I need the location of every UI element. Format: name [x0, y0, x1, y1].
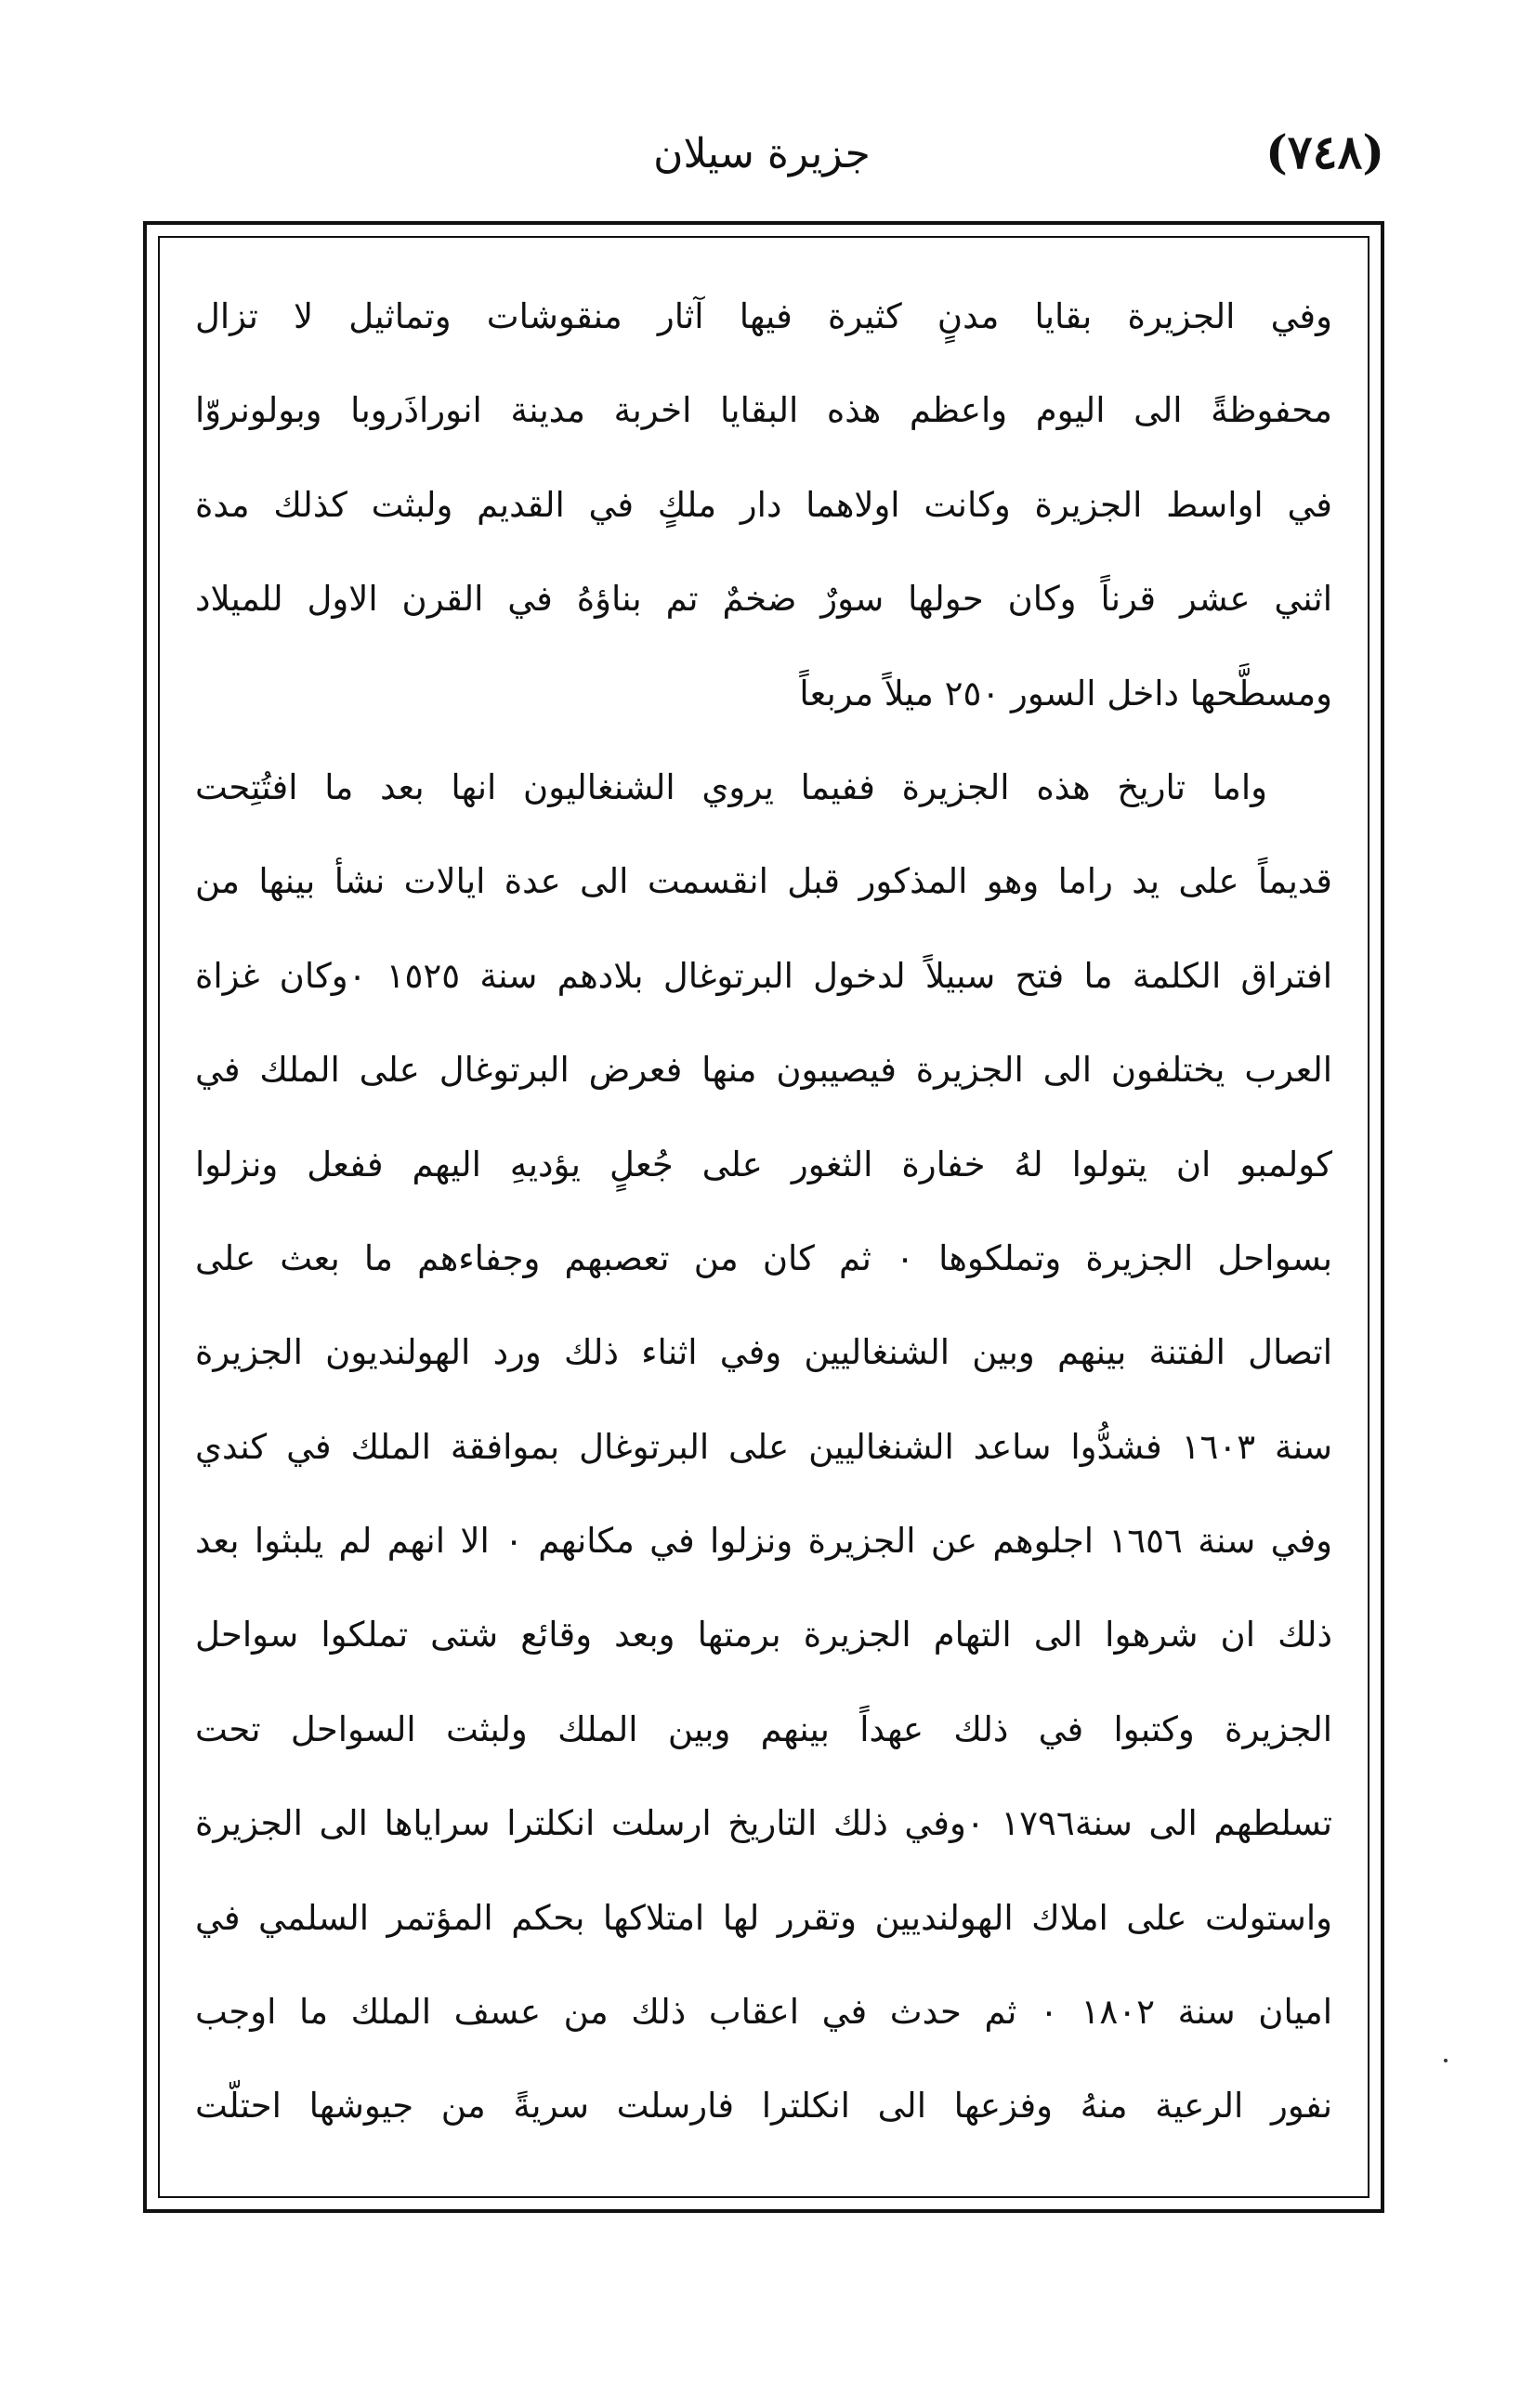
text-line: تسلطهم الى سنة١٧٩٦ ٠وفي ذلك التاريخ ارسلت انكلترا سراياها الى الجزيرة: [195, 1803, 1332, 1844]
stray-mark: [1444, 2059, 1448, 2062]
text-line: افتراق الكلمة ما فتح سبيلاً لدخول البرتوغال بلادهم سنة ١٥٢٥ ٠وكان غزاة: [195, 955, 1332, 996]
page-number: (٧٤٨): [1265, 124, 1384, 179]
text-line: الجزيرة وكتبوا في ذلك عهداً بينهم وبين الملك ولبثت السواحل تحت: [195, 1708, 1332, 1749]
text-frame: [143, 221, 1384, 2213]
text-line: اميان سنة ١٨٠٢ ٠ ثم حدث في اعقاب ذلك من عسف الملك ما اوجب: [195, 1992, 1332, 2033]
text-line: قديماً على يد راما وهو المذكور قبل انقسمت الى عدة ايالات نشأ بينها من: [195, 861, 1332, 902]
text-line: بسواحل الجزيرة وتملكوها ٠ ثم كان من تعصبهم وجفاءهم ما بعث على: [195, 1237, 1332, 1278]
text-line: واستولت على املاك الهولنديين وتقرر لها امتلاكها بحكم المؤتمر السلمي في: [195, 1897, 1332, 1938]
body-text: [195, 269, 1332, 2168]
text-line: كولمبو ان يتولوا لهُ خفارة الثغور على جُعلٍ يؤديهِ اليهم ففعل ونزلوا: [195, 1144, 1332, 1184]
text-line: وفي الجزيرة بقايا مدنٍ كثيرة فيها آثار منقوشات وتماثيل لا تزال: [195, 296, 1332, 336]
text-line: العرب يختلفون الى الجزيرة فيصيبون منها فعرض البرتوغال على الملك في: [195, 1050, 1332, 1091]
text-line: اثني عشر قرناً وكان حولها سورٌ ضخمٌ تم بناؤهُ في القرن الاول للميلاد: [195, 579, 1332, 620]
text-line: ذلك ان شرهوا الى التهام الجزيرة برمتها وبعد وقائع شتى تملكوا سواحل: [195, 1615, 1332, 1656]
text-line: ومسطَّحها داخل السور ٢٥٠ ميلاً مربعاً: [799, 673, 1332, 713]
text-line: اتصال الفتنة بينهم وبين الشنغاليين وفي اثناء ذلك ورد الهولنديون الجزيرة: [195, 1332, 1332, 1373]
text-line: في اواسط الجزيرة وكانت اولاهما دار ملكٍ في القديم ولبثت كذلك مدة: [195, 484, 1332, 525]
text-line: محفوظةً الى اليوم واعظم هذه البقايا اخربة مدينة انوراذَروبا وبولونروّا: [195, 390, 1332, 431]
text-line: وفي سنة ١٦٥٦ اجلوهم عن الجزيرة ونزلوا في مكانهم ٠ الا انهم لم يلبثوا بعد: [195, 1521, 1332, 1562]
page-header: [139, 119, 1384, 193]
text-line: نفور الرعية منهُ وفزعها الى انكلترا فارسلت سريةً من جيوشها احتلّت: [195, 2086, 1332, 2127]
text-frame-inner: [158, 236, 1369, 2198]
page-title: جزيرة سيلان: [653, 130, 871, 177]
text-line: واما تاريخ هذه الجزيرة ففيما يروي الشنغاليون انها بعد ما افتُتِحت: [195, 766, 1267, 807]
text-line: سنة ١٦٠٣ فشدُّوا ساعد الشنغاليين على البرتوغال بموافقة الملك في كندي: [195, 1426, 1332, 1467]
